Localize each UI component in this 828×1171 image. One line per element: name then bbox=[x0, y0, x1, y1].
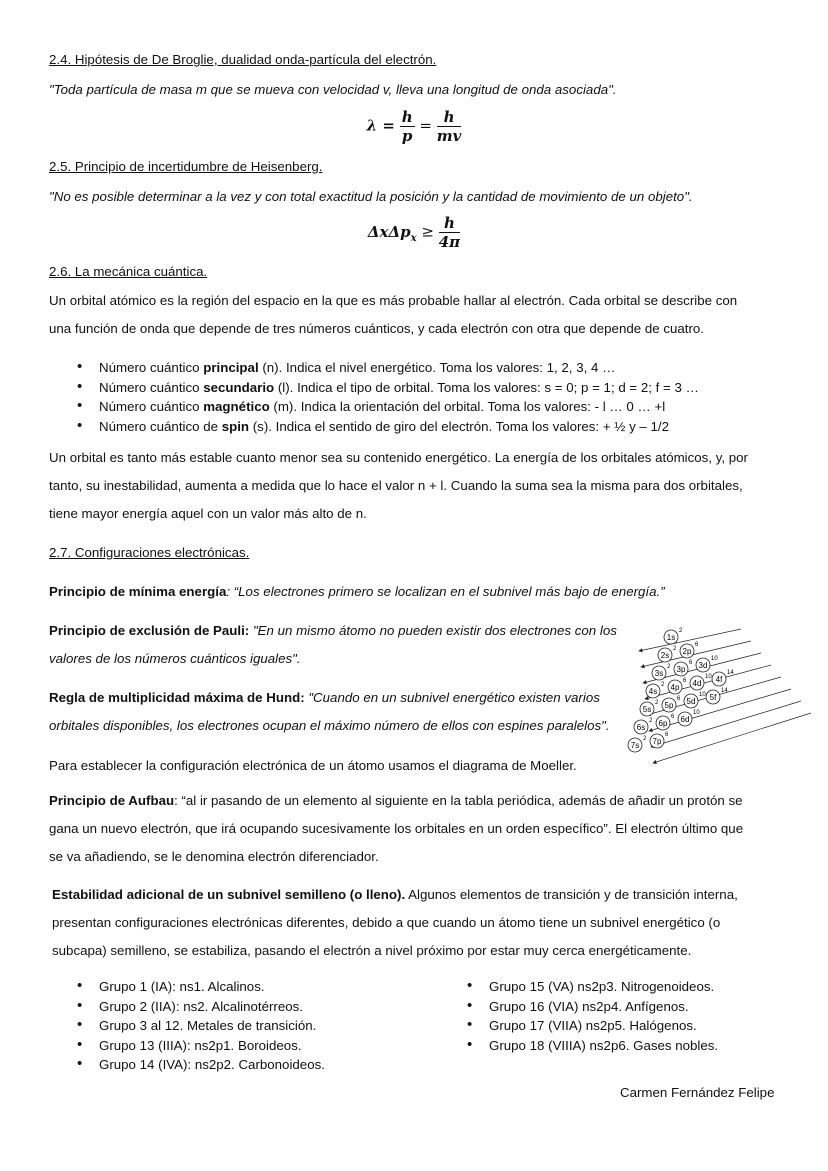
paragraph-stability-half-filled-cont: subcapa) semilleno, se estabiliza, pasando el electrón a nivel próximo por estar muy cerca energéticamente. bbox=[52, 943, 692, 958]
orbital-label: 3d bbox=[698, 661, 708, 670]
orbital-5f bbox=[706, 688, 728, 704]
list-item-group: • Grupo 2 (IIA): ns2. Alcalinotérreos. bbox=[99, 999, 303, 1014]
orbital-6d bbox=[678, 710, 700, 726]
orbital-1s bbox=[664, 628, 683, 644]
moeller-cells bbox=[628, 628, 734, 752]
orbital-label: 3p bbox=[676, 665, 686, 674]
heading-de-broglie: 2.4. Hipótesis de De Broglie, dualidad onda-partícula del electrón. bbox=[49, 52, 437, 67]
orbital-electrons: 6 bbox=[695, 642, 699, 648]
paragraph-stability-half-filled bbox=[52, 887, 738, 902]
fraction-numerator: h bbox=[437, 108, 462, 127]
orbital-3p bbox=[674, 660, 693, 676]
paragraph-stability-line: Un orbital es tanto más estable cuanto menor sea su contenido energético. La energía de los orbitales atómicos, y, por bbox=[49, 450, 748, 465]
principle-hund bbox=[49, 690, 600, 705]
orbital-5d bbox=[684, 692, 706, 708]
orbital-label: 5d bbox=[686, 697, 696, 706]
principle-pauli bbox=[49, 623, 617, 638]
orbital-label: 2s bbox=[660, 651, 670, 660]
moeller-arrow bbox=[653, 713, 811, 763]
bullet-text: Número cuántico bbox=[99, 380, 204, 395]
list-item-quantum-number bbox=[99, 399, 665, 414]
list-item-group: • Grupo 16 (VIA) ns2p4. Anfígenos. bbox=[489, 999, 689, 1014]
principle-text: "En un mismo átomo no pueden existir dos electrones con los bbox=[249, 623, 617, 638]
quote-heisenberg: "No es posible determinar a la vez y con total exactitud la posición y la cantidad de movimiento de un objeto". bbox=[49, 189, 693, 204]
heading-mecanica-cuantica: 2.6. La mecánica cuántica. bbox=[49, 264, 208, 279]
paragraph-stability-half-filled-cont: presentan configuraciones electrónicas diferentes, debido a que cuando un átomo tiene un subnivel energético (o bbox=[52, 915, 721, 930]
principle-label: Regla de multiplicidad máxima de Hund: bbox=[49, 690, 305, 705]
orbital-7s bbox=[628, 736, 647, 752]
orbital-electrons: 14 bbox=[721, 688, 728, 694]
fraction-numerator: h bbox=[439, 214, 460, 233]
heading-configuraciones: 2.7. Configuraciones electrónicas. bbox=[49, 545, 250, 560]
orbital-label: 2p bbox=[682, 647, 692, 656]
principle-text: valores de los números cuánticos iguales". bbox=[49, 651, 301, 666]
orbital-electrons: 2 bbox=[655, 700, 659, 706]
principle-text: : “Los electrones primero se localizan en el subnivel más bajo de energía.” bbox=[226, 584, 665, 599]
fraction-denominator: 4π bbox=[438, 233, 461, 251]
principle-pauli-cont bbox=[49, 651, 301, 666]
orbital-label: 5f bbox=[709, 693, 717, 702]
orbital-electrons: 2 bbox=[679, 628, 683, 634]
orbital-label: 3s bbox=[654, 669, 664, 678]
bullet-text: (l). Indica el tipo de orbital. Toma los valores: s = 0; p = 1; d = 2; f = 3 … bbox=[274, 380, 699, 395]
paragraph-stability-line: tanto, su inestabilidad, aumenta a medida que lo hace el valor n + l. Cuando la suma sea la misma para dos orbitales, bbox=[49, 478, 743, 493]
heading-heisenberg: 2.5. Principio de incertidumbre de Heisenberg. bbox=[49, 159, 323, 174]
formula-geq: ≥ bbox=[421, 222, 434, 241]
orbital-4f bbox=[712, 670, 734, 686]
orbital-electrons: 10 bbox=[693, 710, 700, 716]
principle-label: Principio de Aufbau bbox=[49, 793, 175, 808]
fraction-numerator: h bbox=[401, 108, 413, 126]
orbital-electrons: 10 bbox=[705, 674, 712, 680]
bullet-bold: principal bbox=[203, 360, 259, 375]
principle-label: Estabilidad adicional de un subnivel semilleno (o lleno). bbox=[52, 887, 406, 902]
formula-lhs: λ = bbox=[366, 116, 395, 135]
paragraph-moeller: Para establecer la configuración electrónica de un átomo usamos el diagrama de Moeller. bbox=[49, 758, 577, 773]
list-item-quantum-number bbox=[99, 419, 669, 434]
orbital-electrons: 10 bbox=[699, 692, 706, 698]
orbital-label: 6d bbox=[680, 715, 690, 724]
orbital-electrons: 2 bbox=[649, 718, 653, 724]
principle-text: : “al ir pasando de un elemento al siguiente en la tabla periódica, además de añadir un protón se bbox=[174, 793, 743, 808]
fraction-h-over-mv bbox=[437, 108, 462, 145]
principle-label: Principio de mínima energía bbox=[49, 584, 227, 599]
fraction-denominator: mv bbox=[436, 127, 462, 145]
principle-aufbau bbox=[49, 793, 743, 808]
orbital-5p bbox=[662, 696, 681, 712]
bullet-bold: spin bbox=[221, 419, 250, 434]
principle-hund-cont bbox=[49, 718, 610, 733]
formula-delta-product: ΔxΔp bbox=[367, 222, 411, 241]
orbital-electrons: 6 bbox=[683, 678, 687, 684]
orbital-4p bbox=[668, 678, 687, 694]
orbital-6s bbox=[634, 718, 653, 734]
paragraph-orbital-line: Un orbital atómico es la región del espacio en la que es más probable hallar al electrón. Cada orbital se describe con bbox=[49, 293, 738, 308]
formula-equals: = bbox=[419, 116, 432, 135]
fraction-h-over-4pi bbox=[439, 214, 460, 251]
orbital-5s bbox=[640, 700, 659, 716]
formula-subscript: x bbox=[410, 232, 417, 244]
bullet-text: Número cuántico bbox=[99, 399, 204, 414]
fraction-denominator: p bbox=[401, 127, 413, 145]
bullet-text: (n). Indica el nivel energético. Toma los valores: 1, 2, 3, 4 … bbox=[258, 360, 616, 375]
bullet-bold: magnético bbox=[203, 399, 270, 414]
orbital-label: 1s bbox=[666, 633, 676, 642]
principle-aufbau-cont: se va añadiendo, se le denomina electrón diferenciador. bbox=[49, 849, 379, 864]
fraction-h-over-p bbox=[400, 108, 415, 145]
orbital-label: 6s bbox=[636, 723, 646, 732]
bullet-text: (m). Indica la orientación del orbital. Toma los valores: - l … 0 … +l bbox=[269, 399, 666, 414]
bullet-text: Número cuántico bbox=[99, 360, 204, 375]
orbital-electrons: 6 bbox=[689, 660, 693, 666]
bullet-text: (s). Indica el sentido de giro del electrón. Toma los valores: + ½ y – 1/2 bbox=[249, 419, 669, 434]
list-item-group: • Grupo 14 (IVA): ns2p2. Carbonoideos. bbox=[99, 1057, 325, 1072]
orbital-electrons: 6 bbox=[671, 714, 675, 720]
formula-heisenberg bbox=[0, 214, 828, 251]
paragraph-stability-line: tiene mayor energía aquel con un valor más alto de n. bbox=[49, 506, 367, 521]
orbital-2s bbox=[658, 646, 677, 662]
orbital-electrons: 2 bbox=[661, 682, 665, 688]
principle-text: orbitales disponibles, los electrones ocupan el máximo número de ellos con espines paralelos". bbox=[49, 718, 610, 733]
principle-label: Principio de exclusión de Pauli: bbox=[49, 623, 250, 638]
bullet-bold: secundario bbox=[203, 380, 275, 395]
moeller-diagram bbox=[630, 626, 793, 778]
orbital-3d bbox=[696, 656, 718, 672]
list-item-quantum-number bbox=[99, 360, 615, 375]
orbital-electrons: 2 bbox=[673, 646, 677, 652]
formula-lhs bbox=[367, 222, 417, 244]
formula-de-broglie bbox=[0, 108, 828, 145]
list-item-group: • Grupo 13 (IIIA): ns2p1. Boroideos. bbox=[99, 1038, 302, 1053]
principle-aufbau-cont: gana un nuevo electrón, que irá ocupando sucesivamente los orbitales en un orden específico”. El electrón último que bbox=[49, 821, 744, 836]
orbital-electrons: 14 bbox=[727, 670, 734, 676]
list-item-group: • Grupo 3 al 12. Metales de transición. bbox=[99, 1018, 316, 1033]
list-item-group: • Grupo 18 (VIIIA) ns2p6. Gases nobles. bbox=[489, 1038, 718, 1053]
orbital-electrons: 2 bbox=[643, 736, 647, 742]
list-item-group: • Grupo 15 (VA) ns2p3. Nitrogenoideos. bbox=[489, 979, 714, 994]
list-item-group: • Grupo 17 (VIIA) ns2p5. Halógenos. bbox=[489, 1018, 697, 1033]
principle-text: Algunos elementos de transición y de transición interna, bbox=[405, 887, 738, 902]
quote-de-broglie: "Toda partícula de masa m que se mueva con velocidad v, lleva una longitud de onda asociada". bbox=[49, 82, 617, 97]
orbital-4s bbox=[646, 682, 665, 698]
footer-author: Carmen Fernández Felipe bbox=[620, 1085, 775, 1100]
paragraph-orbital-line: una función de onda que depende de tres números cuánticos, y cada electrón con otra que depende de cuatro. bbox=[49, 321, 704, 336]
orbital-6p bbox=[656, 714, 675, 730]
orbital-label: 5p bbox=[664, 701, 674, 710]
orbital-label: 4s bbox=[648, 687, 658, 696]
orbital-3s bbox=[652, 664, 671, 680]
list-item-quantum-number bbox=[99, 380, 699, 395]
orbital-electrons: 2 bbox=[667, 664, 671, 670]
orbital-electrons: 10 bbox=[711, 656, 718, 662]
principle-min-energy bbox=[49, 584, 665, 599]
orbital-7p bbox=[650, 732, 669, 748]
orbital-electrons: 6 bbox=[665, 732, 669, 738]
bullet-text: Número cuántico de bbox=[99, 419, 222, 434]
orbital-label: 7p bbox=[652, 737, 662, 746]
orbital-label: 4f bbox=[715, 675, 723, 684]
orbital-2p bbox=[680, 642, 699, 658]
orbital-electrons: 6 bbox=[677, 696, 681, 702]
orbital-label: 7s bbox=[630, 741, 640, 750]
orbital-label: 4d bbox=[692, 679, 702, 688]
orbital-label: 5s bbox=[642, 705, 652, 714]
orbital-label: 6p bbox=[658, 719, 668, 728]
list-item-group: • Grupo 1 (IA): ns1. Alcalinos. bbox=[99, 979, 265, 994]
principle-text: "Cuando en un subnivel energético existen varios bbox=[304, 690, 600, 705]
orbital-label: 4p bbox=[670, 683, 680, 692]
